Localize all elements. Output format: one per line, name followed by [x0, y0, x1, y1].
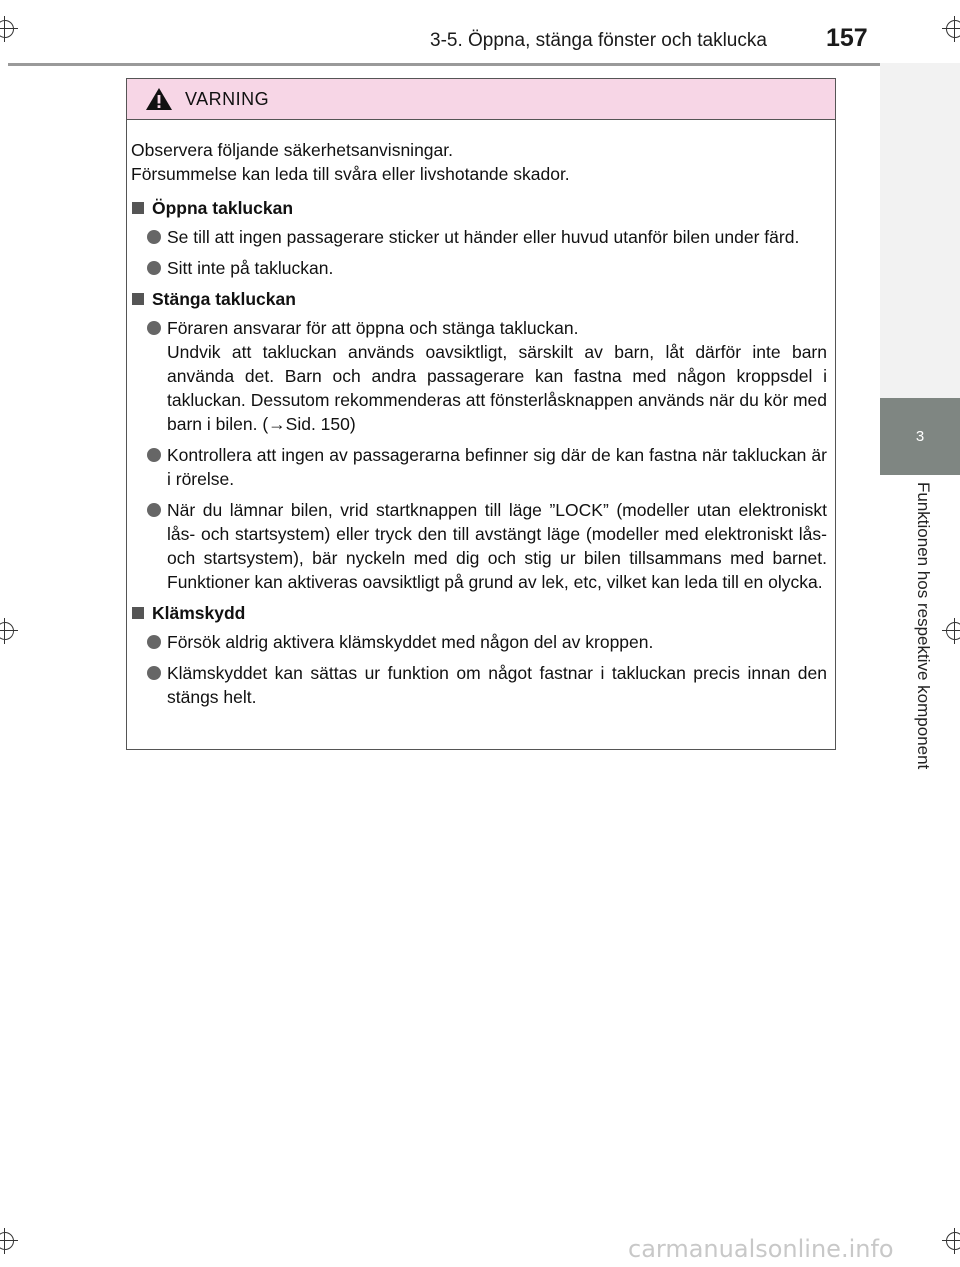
circle-bullet-icon	[147, 448, 161, 462]
intro-line: Försummelse kan leda till svåra eller livshotande skador.	[131, 164, 570, 184]
warning-triangle-icon	[145, 87, 173, 111]
chapter-tab[interactable]: 3	[880, 398, 960, 475]
warning-label: VARNING	[185, 88, 270, 109]
watermark: carmanualsonline.info	[628, 1235, 894, 1263]
circle-bullet-icon	[147, 321, 161, 335]
crop-mark-bottom-left	[0, 1228, 18, 1254]
side-chapter-label: Funktionen hos respektive komponent	[914, 482, 933, 770]
crop-mark-mid-right	[942, 618, 960, 644]
intro-line: Observera följande säkerhetsanvisningar.	[131, 140, 453, 160]
crop-mark-top-left	[0, 16, 18, 42]
section-close-sunroof	[131, 287, 827, 594]
square-bullet-icon	[132, 202, 144, 214]
section-heading-text: Öppna takluckan	[152, 198, 294, 218]
warning-box	[126, 78, 836, 750]
warning-header	[127, 79, 835, 120]
list-item-text: Kontrollera att ingen av passagerarna befinner sig där de kan fastna när takluckan är i rörelse.	[167, 445, 827, 489]
side-tab-strip	[880, 63, 960, 398]
crop-mark-mid-left	[0, 618, 18, 644]
section-pinch-protection	[131, 601, 827, 709]
list-item	[131, 498, 827, 594]
circle-bullet-icon	[147, 635, 161, 649]
crop-mark-bottom-right	[942, 1228, 960, 1254]
list-item-text: Försök aldrig aktivera klämskyddet med någon del av kroppen.	[167, 632, 654, 652]
section-heading-text: Stänga takluckan	[152, 289, 296, 309]
page-number: 157	[826, 24, 868, 52]
list-item-text: När du lämnar bilen, vrid startknappen till läge ”LOCK” (modeller utan elektroniskt lås- och startsystem) eller tryck den till avstängt läge (modeller med elektroniskt lås- och startsystem), bär nyckeln med dig och stig ur bilen tillsammans med barnet. Funktioner kan aktiveras oavsiktligt på grund av lek, etc, vilket kan leda till en olycka.	[167, 500, 827, 592]
circle-bullet-icon	[147, 230, 161, 244]
list-item-text: Se till att ingen passagerare sticker ut händer eller huvud utanför bilen under färd.	[167, 227, 800, 247]
list-item-text: Klämskyddet kan sättas ur funktion om något fastnar i takluckan precis innan den stängs helt.	[167, 663, 827, 707]
section-open-sunroof	[131, 196, 827, 280]
list-item-text: Föraren ansvarar för att öppna och stänga takluckan. Undvik att takluckan används oavsiktligt, särskilt av barn, låt därför inte barn använda det. Barn och andra passagerare kan fastna med någon kroppsdel i takluckan. Dessutom rekommenderas att fönsterlåsknappen används när du kör med barn i bilen. (→Sid. 150)	[167, 318, 827, 434]
list-item	[131, 316, 827, 436]
circle-bullet-icon	[147, 261, 161, 275]
list-item-text: Sitt inte på takluckan.	[167, 258, 334, 278]
header-rule	[8, 63, 960, 66]
list-item	[131, 661, 827, 709]
list-item	[131, 225, 827, 249]
square-bullet-icon	[132, 293, 144, 305]
list-item	[131, 630, 827, 654]
section-heading	[131, 287, 827, 311]
section-heading	[131, 601, 827, 625]
crop-mark-top-right	[942, 16, 960, 42]
warning-intro	[131, 138, 827, 186]
section-heading	[131, 196, 827, 220]
list-item	[131, 443, 827, 491]
square-bullet-icon	[132, 607, 144, 619]
warning-body	[127, 120, 835, 709]
header-title: 3-5. Öppna, stänga fönster och taklucka	[430, 30, 767, 51]
circle-bullet-icon	[147, 666, 161, 680]
circle-bullet-icon	[147, 503, 161, 517]
section-heading-text: Klämskydd	[152, 603, 246, 623]
list-item	[131, 256, 827, 280]
